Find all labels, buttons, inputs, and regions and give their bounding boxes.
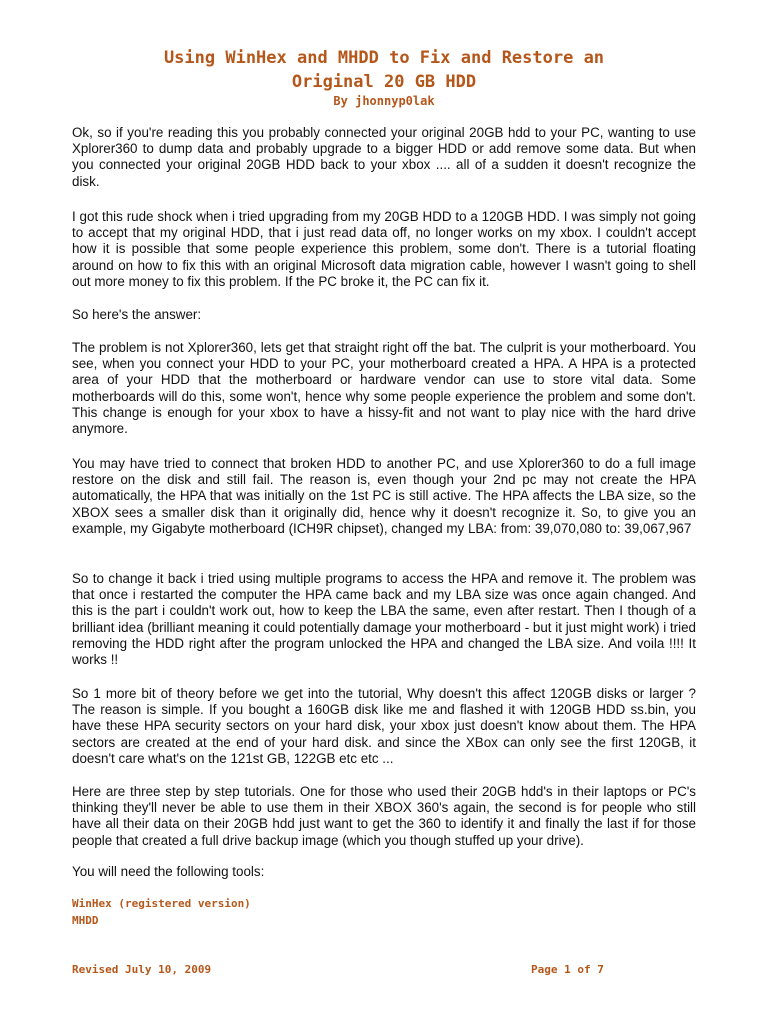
document-title-line-2: Original 20 GB HDD — [291, 72, 477, 92]
paragraph-tools-lead: You will need the following tools: — [72, 864, 265, 879]
document-title-line-1: Using WinHex and MHDD to Fix and Restore an — [163, 48, 605, 68]
paragraph-theory: So 1 more bit of theory before we get into the tutorial, Why doesn't this affect 120GB disks or larger ? The reason is simple. If you bought a 160GB disk like me and flashed it with 120GB HDD ss.bin, you have these HPA security sectors on your hard disk, your xbox just doesn't know about them. The HPA sectors are created at the end of your hard disk. and since the XBox can only see the first 120GB, it doesn't care what's on the 121st GB, 122GB etc etc ... — [72, 686, 696, 766]
tool-item-winhex: WinHex (registered version) — [72, 897, 251, 910]
author-byline: By jhonnyp0lak — [333, 94, 435, 108]
paragraph-tutorial-overview: Here are three step by step tutorials. One for those who used their 20GB hdd's in their laptops or PC's thinking they'll never be able to use them in their XBOX 360's again, the second is for people who still have all their data on their 20GB hdd just want to get the 360 to identify it and finally the last if for those people that created a full drive backup image (which you though stuffed up your drive). — [72, 784, 696, 848]
paragraph-fix-attempt: So to change it back i tried using multiple programs to access the HPA and remove it. The problem was that once i restarted the computer the HPA came back and my LBA size was once again changed. And this is the part i couldn't work out, how to keep the LBA the same, even after restart. Then I though of a brilliant idea (brilliant meaning it could potentially damage your motherboard - but it just might work) i tried removing the HDD right after the program unlocked the HPA and changed the LBA size. And voila !!!! It works !! — [72, 571, 696, 668]
tool-item-mhdd: MHDD — [72, 914, 99, 927]
paragraph-hpa-lba: You may have tried to connect that broken HDD to another PC, and use Xplorer360 to do a full image restore on the disk and still fail. The reason is, even though your 2nd pc may not create the HPA automatically, the HPA that was initially on the 1st PC is still active. The HPA affects the LBA size, so the XBOX sees a smaller disk than it originally did, hence why it doesn't recognize it. So, to give you an example, my Gigabyte motherboard (ICH9R chipset), changed my LBA: from: 39,070,080 to: 39,067,967 — [72, 456, 696, 536]
paragraph-motherboard-cause: The problem is not Xplorer360, lets get that straight right off the bat. The culprit is your motherboard. You see, when you connect your HDD to your PC, your motherboard created a HPA. A HPA is a protected area of your HDD that the motherboard or hardware vendor can use to store vital data. Some motherboards will do this, some won't, hence why some people experience the problem and some don't. This change is enough for your xbox to have a hissy-fit and not want to play nice with the hard drive anymore. — [72, 340, 696, 437]
footer-page-number: Page 1 of 7 — [531, 963, 604, 976]
paragraph-intro: Ok, so if you're reading this you probably connected your original 20GB hdd to your PC, wanting to use Xplorer360 to dump data and probably upgrade to a bigger HDD or add remove some data. But when you connected your original 20GB HDD back to your xbox .... all of a sudden it doesn't recognize the disk. — [72, 125, 696, 189]
paragraph-rude-shock: I got this rude shock when i tried upgrading from my 20GB HDD to a 120GB HDD. I was simply not going to accept that my original HDD, that i just read data off, no longer works on my xbox. I couldn't accept how it is possible that some people experience this problem, some don't. There is a tutorial floating around on how to fix this with an original Microsoft data migration cable, however I wasn't going to shell out more money to fix this problem. If the PC broke it, the PC can fix it. — [72, 209, 696, 289]
footer-revised-date: Revised July 10, 2009 — [72, 963, 212, 976]
paragraph-answer-lead: So here's the answer: — [72, 307, 202, 322]
